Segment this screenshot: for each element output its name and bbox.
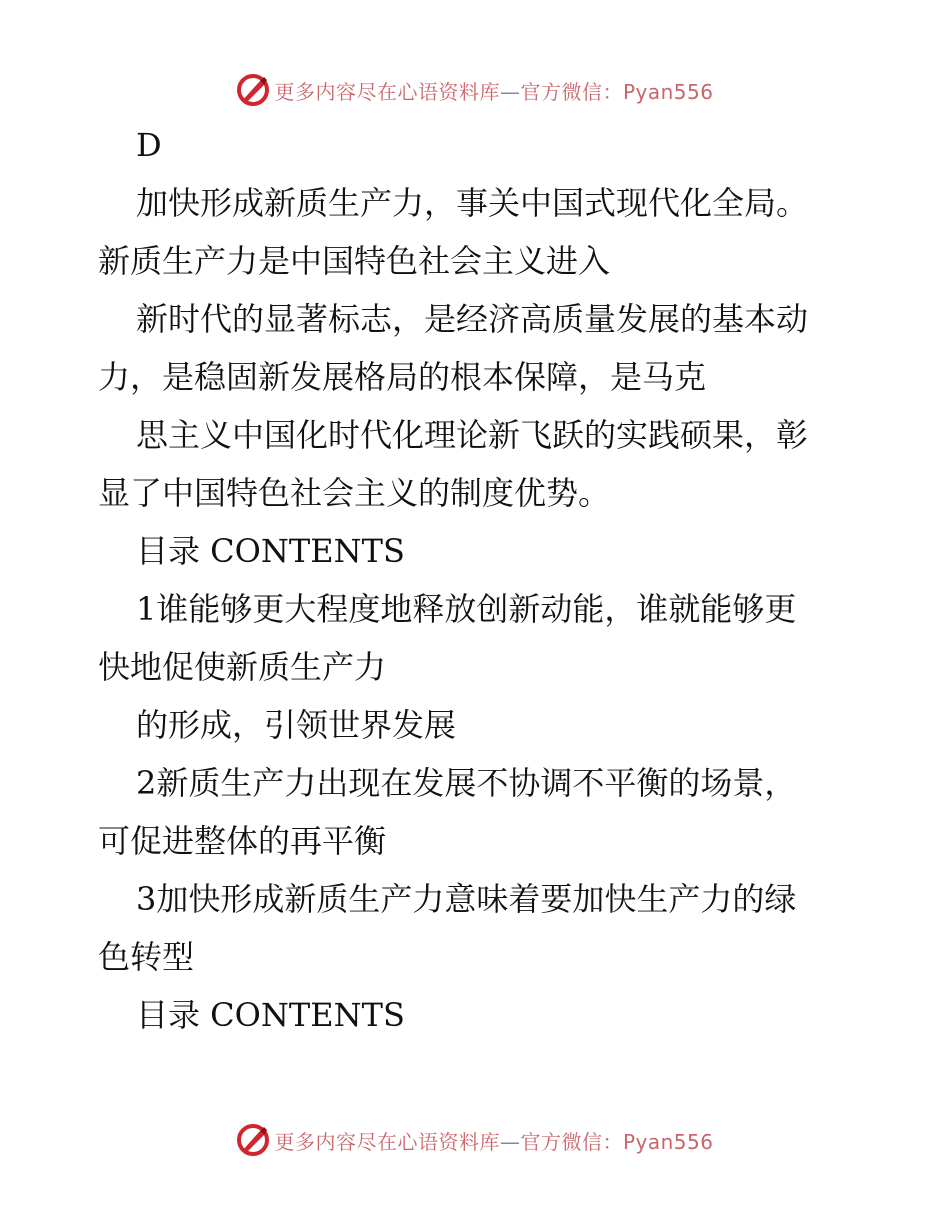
document-body — [98, 116, 858, 1044]
watermark-text: 更多内容尽在心语资料库—官方微信：Pyan556 — [274, 79, 714, 104]
paragraph-line: 新时代的显著标志，是经济高质量发展的基本动 — [136, 300, 809, 338]
paragraph-line: 加快形成新质生产力，事关中国式现代化全局。 — [136, 184, 809, 222]
contents-item-1-cont: 的形成，引领世界发展 — [136, 706, 457, 744]
contents-heading: 目录 CONTENTS — [136, 996, 405, 1034]
paragraph-line: 新质生产力是中国特色社会主义进入 — [98, 242, 611, 280]
paragraph-line: 显了中国特色社会主义的制度优势。 — [98, 474, 611, 512]
contents-item-2: 2新质生产力出现在发展不协调不平衡的场景， — [136, 764, 797, 802]
contents-item-2-cont: 可促进整体的再平衡 — [98, 822, 387, 860]
contents-heading: 目录 CONTENTS — [136, 532, 405, 570]
footer-watermark — [0, 1120, 950, 1160]
option-letter: D — [136, 126, 162, 164]
contents-item-1-cont: 快地促使新质生产力 — [98, 648, 387, 686]
paragraph-line: 力，是稳固新发展格局的根本保障，是马克 — [98, 358, 707, 396]
pen-logo-icon — [236, 1123, 270, 1157]
contents-item-1: 1谁能够更大程度地释放创新动能，谁就能够更 — [136, 590, 797, 628]
contents-item-3: 3加快形成新质生产力意味着要加快生产力的绿 — [136, 880, 797, 918]
header-watermark — [0, 70, 950, 110]
contents-item-3-cont: 色转型 — [98, 938, 195, 976]
paragraph-line: 思主义中国化时代化理论新飞跃的实践硕果，彰 — [136, 416, 809, 454]
watermark-text: 更多内容尽在心语资料库—官方微信：Pyan556 — [274, 1129, 714, 1154]
pen-logo-icon — [236, 73, 270, 107]
